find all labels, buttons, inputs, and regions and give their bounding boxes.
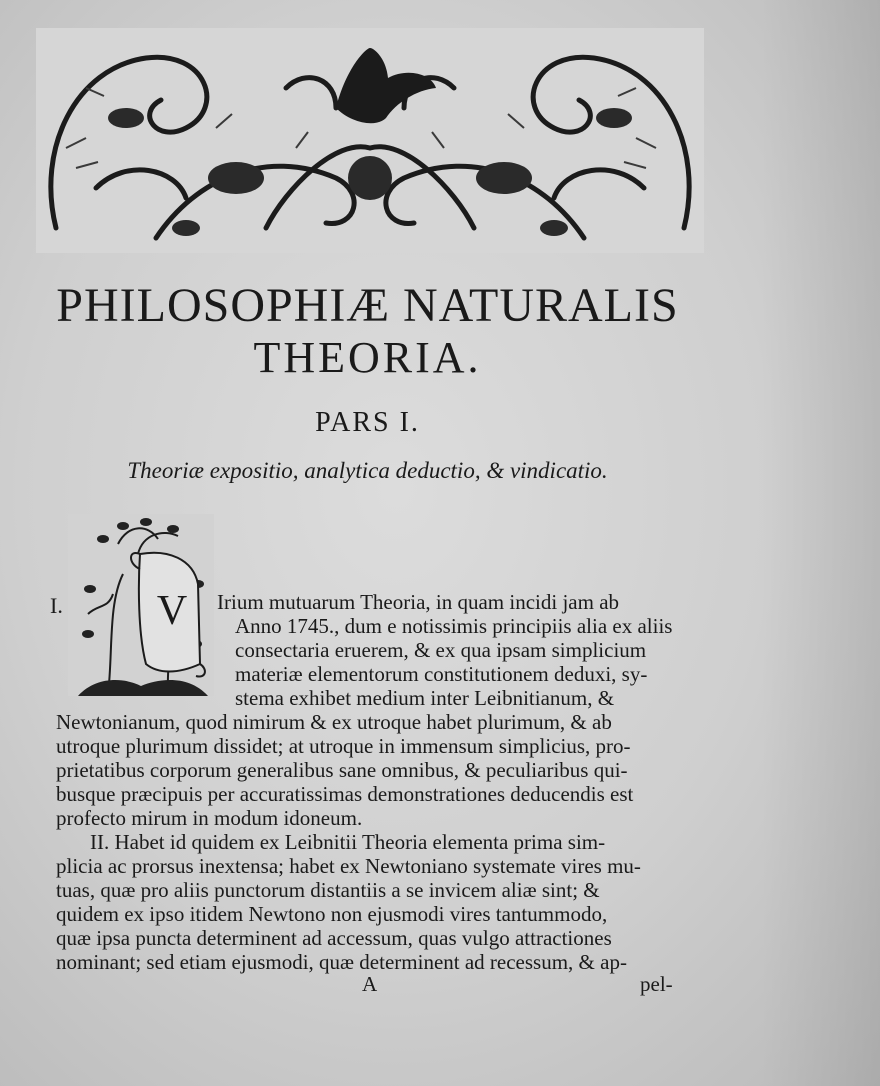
decorated-initial-v: [68, 514, 214, 696]
body-line: II. Habet id quidem ex Leibnitii Theoria elementa prima sim-: [90, 830, 606, 854]
main-title-line-2: THEORIA.: [253, 333, 482, 382]
body-line: Anno 1745., dum e notissimis principiis alia ex aliis: [235, 614, 673, 638]
ornamental-headpiece: [36, 28, 704, 253]
body-line: plicia ac prorsus inextensa; habet ex Newtoniano systemate vires mu-: [56, 854, 641, 878]
body-line: stema exhibet medium inter Leibnitianum, &: [235, 686, 615, 710]
body-line: quæ ipsa puncta determinent ad accessum, quas vulgo attractiones: [56, 926, 612, 950]
part-subtitle: Theoriæ expositio, analytica deductio, & vindicatio.: [127, 458, 608, 483]
body-line: profecto mirum in modum idoneum.: [56, 806, 363, 830]
section-number: I.: [50, 593, 63, 618]
body-line: utroque plurimum dissidet; at utroque in immensum simplicius, pro-: [56, 734, 631, 758]
body-line: tuas, quæ pro aliis punctorum distantiis a se invicem aliæ sint; &: [56, 878, 600, 902]
body-line: Irium mutuarum Theoria, in quam incidi jam ab: [217, 590, 620, 614]
body-line: consectaria eruerem, & ex qua ipsam simplicium: [235, 638, 647, 662]
body-line: Newtonianum, quod nimirum & ex utroque habet plurimum, & ab: [56, 710, 612, 734]
catchword: pel-: [640, 972, 673, 996]
main-title-line-1: PHILOSOPHIÆ NATURALIS: [56, 279, 679, 332]
initial-letter: V: [156, 588, 188, 634]
part-heading: PARS I.: [315, 407, 420, 438]
body-line: materiæ elementorum constitutionem deduxi, sy-: [235, 662, 648, 686]
body-line: quidem ex ipso itidem Newtono non ejusmodi vires tantummodo,: [56, 902, 608, 926]
body-line: busque præcipuis per accuratissimas demonstrationes deducendis est: [56, 782, 634, 806]
body-line: prietatibus corporum generalibus sane omnibus, & peculiaribus qui-: [56, 758, 628, 782]
body-line: nominant; sed etiam ejusmodi, quæ determinent ad recessum, & ap-: [56, 950, 627, 974]
signature-mark: A: [362, 972, 378, 996]
